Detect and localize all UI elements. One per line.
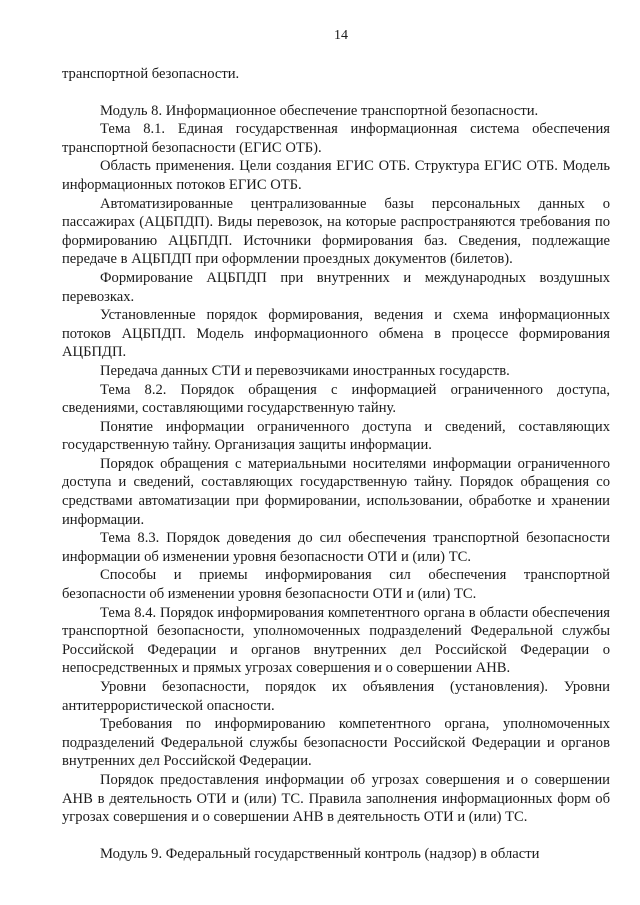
- paragraph: Область применения. Цели создания ЕГИС ОТБ. Структура ЕГИС ОТБ. Модель информационных потоков ЕГИС ОТБ.: [62, 158, 610, 193]
- paragraph: Порядок предоставления информации об угрозах совершения и о совершении АНВ в деятельность ОТИ и (или) ТС. Правила заполнения информационных форм об угрозах совершения и о совершении АНВ в деятельность ОТИ и (или) ТС.: [62, 771, 610, 826]
- topic-8-2-heading: Тема 8.2. Порядок обращения с информацией ограниченного доступа, сведениями, составляющими государственную тайну.: [62, 381, 610, 417]
- paragraph: Автоматизированные централизованные базы персональных данных о пассажирах (АЦБПДП). Виды перевозок, на которые распространяются требования по формированию АЦБПДП. Источники формирования баз. Сведения, подлежащие передаче в АЦБПДП при оформлении проездных документов (билетов).: [62, 195, 610, 268]
- document-body: [62, 65, 610, 863]
- topic-8-1-heading: Тема 8.1. Единая государственная информационная система обеспечения транспортной безопасности (ЕГИС ОТБ).: [62, 121, 610, 156]
- paragraph: Способы и приемы информирования сил обеспечения транспортной безопасности об изменении уровня безопасности ОТИ и (или) ТС.: [62, 567, 610, 603]
- paragraph: Понятие информации ограниченного доступа и сведений, составляющих государственную тайну. Организация защиты информации.: [62, 418, 610, 454]
- paragraph: Установленные порядок формирования, ведения и схема информационных потоков АЦБПДП. Модель информационного обмена в процессе формирования АЦБПДП.: [62, 307, 610, 361]
- topic-8-4-heading: Тема 8.4. Порядок информирования компетентного органа в области обеспечения транспортной безопасности, уполномоченных подразделений Федеральной службы Российской Федерации и органов внутренних дел Российской Федерации о непосредственных и прямых угрозах совершения и о совершении АНВ.: [62, 604, 610, 677]
- paragraph: Формирование АЦБПДП при внутренних и международных воздушных перевозках.: [62, 269, 610, 305]
- page-number: 14: [334, 28, 348, 43]
- paragraph: Уровни безопасности, порядок их объявления (установления). Уровни антитеррористической опасности.: [62, 679, 610, 714]
- module-9-heading: Модуль 9. Федеральный государственный контроль (надзор) в области: [100, 845, 540, 862]
- paragraph: Порядок обращения с материальными носителями информации ограниченного доступа и сведений, составляющих государственную тайну. Порядок обращения со средствами автоматизации при формировании, использовании, обработке и хранении информации.: [62, 455, 610, 528]
- topic-8-3-heading: Тема 8.3. Порядок доведения до сил обеспечения транспортной безопасности информации об изменении уровня безопасности ОТИ и (или) ТС.: [62, 530, 610, 565]
- module-8-heading: Модуль 8. Информационное обеспечение транспортной безопасности.: [100, 102, 539, 119]
- paragraph: Передача данных СТИ и перевозчиками иностранных государств.: [100, 362, 510, 379]
- paragraph: Требования по информированию компетентного органа, уполномоченных подразделений Федеральной службы безопасности Российской Федерации и органов внутренних дел Российской Федерации.: [62, 716, 610, 770]
- paragraph-continuation: транспортной безопасности.: [62, 66, 240, 82]
